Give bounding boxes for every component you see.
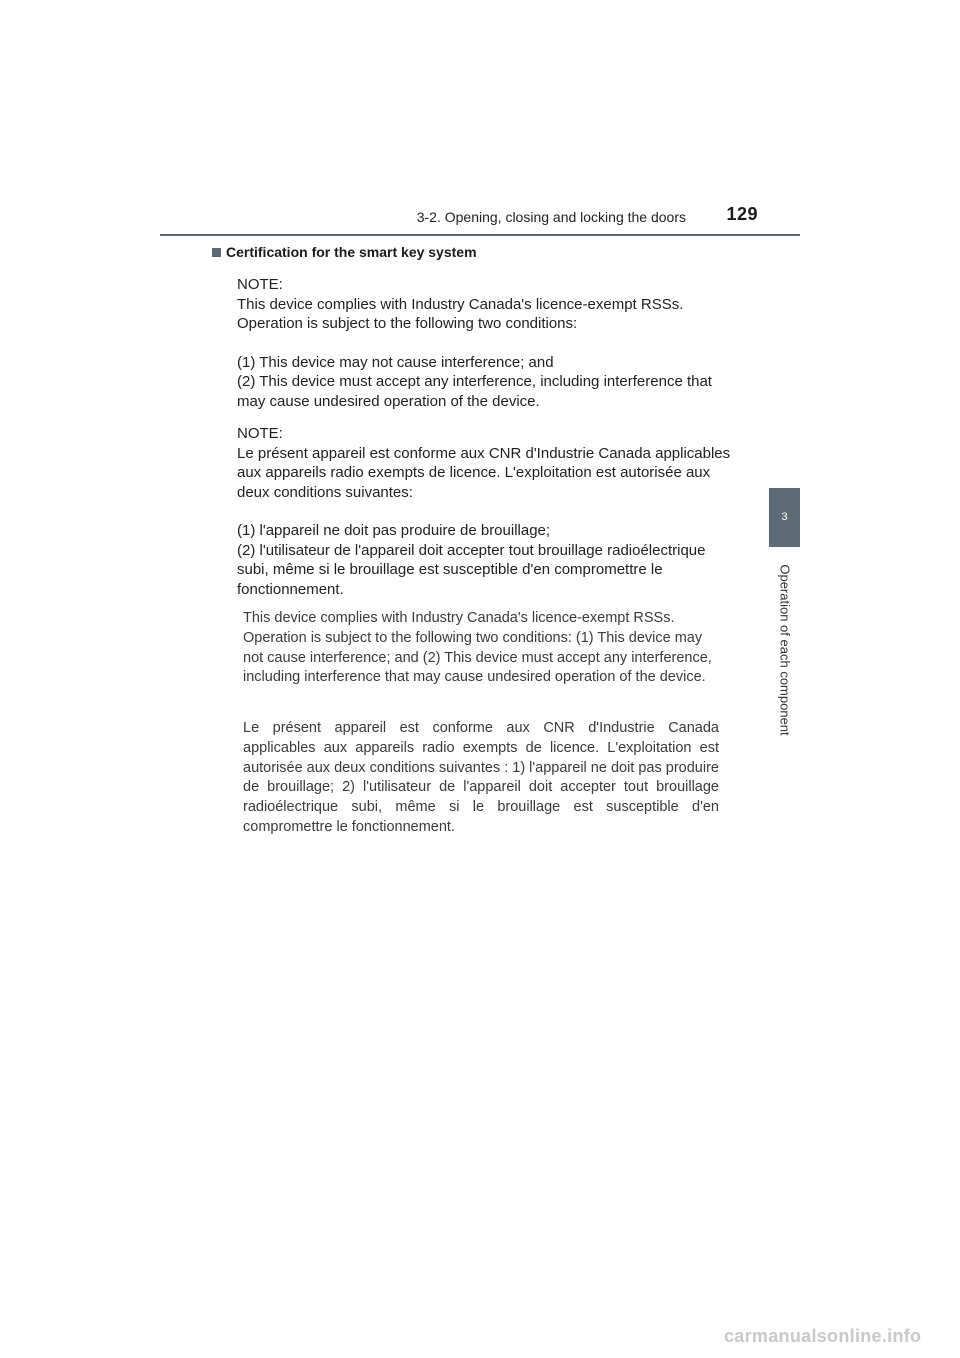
chapter-tab: 3 (769, 488, 800, 547)
notice-french-conditions: (1) l'appareil ne doit pas produire de brouillage; (2) l'utilisateur de l'appareil doit accepter tout brouillage radioélectrique subi, même si le brouillage est susceptible d'en compromettre le fonctionnement. (237, 522, 706, 598)
notice-english-intro: This device complies with Industry Canada's licence-exempt RSSs. Operation is subject to the following two conditions: (237, 295, 684, 332)
notice-english-conditions: (1) This device may not cause interference; and (2) This device must accept any interference, including interference that may cause undesired operation of the device. (237, 353, 712, 410)
heading-bullet-icon (212, 248, 221, 257)
page-number: 129 (726, 204, 758, 224)
notice-english-label: NOTE: (237, 276, 283, 293)
section-heading (212, 244, 477, 260)
watermark: carmanualsonline.info (724, 1326, 922, 1346)
section-heading-text: Certification for the smart key system (226, 244, 477, 260)
chapter-tab-label: Operation of each component (777, 564, 793, 736)
page-header (160, 198, 800, 236)
statement-english: This device complies with Industry Canada's licence-exempt RSSs. Operation is subject to the following two conditions: (1) This device may not cause interference; and (2) This device must accept any interference, including interference that may cause undesired operation of the device. (243, 610, 712, 686)
header-section-title: 3-2. Opening, closing and locking the doors (416, 209, 686, 225)
spacer (237, 502, 737, 521)
notice-french-label: NOTE: (237, 425, 283, 442)
notice-french (237, 424, 737, 599)
notice-english (237, 275, 737, 411)
spacer (237, 334, 737, 353)
statement-french: Le présent appareil est conforme aux CNR d'Industrie Canada applicables aux appareils radio exempts de licence. L'exploitation est autorisée aux deux conditions suivantes : 1) l'appareil ne doit pas produire de brouillage; 2) l'utilisateur de l'appareil doit accepter tout brouillage radioélectrique subi, même si le brouillage est susceptible d'en compromettre le fonctionnement. (243, 720, 719, 835)
notice-french-intro: Le présent appareil est conforme aux CNR d'Industrie Canada applicables aux appareils radio exempts de licence. L'exploitation est autorisée aux deux conditions suivantes: (237, 444, 731, 501)
